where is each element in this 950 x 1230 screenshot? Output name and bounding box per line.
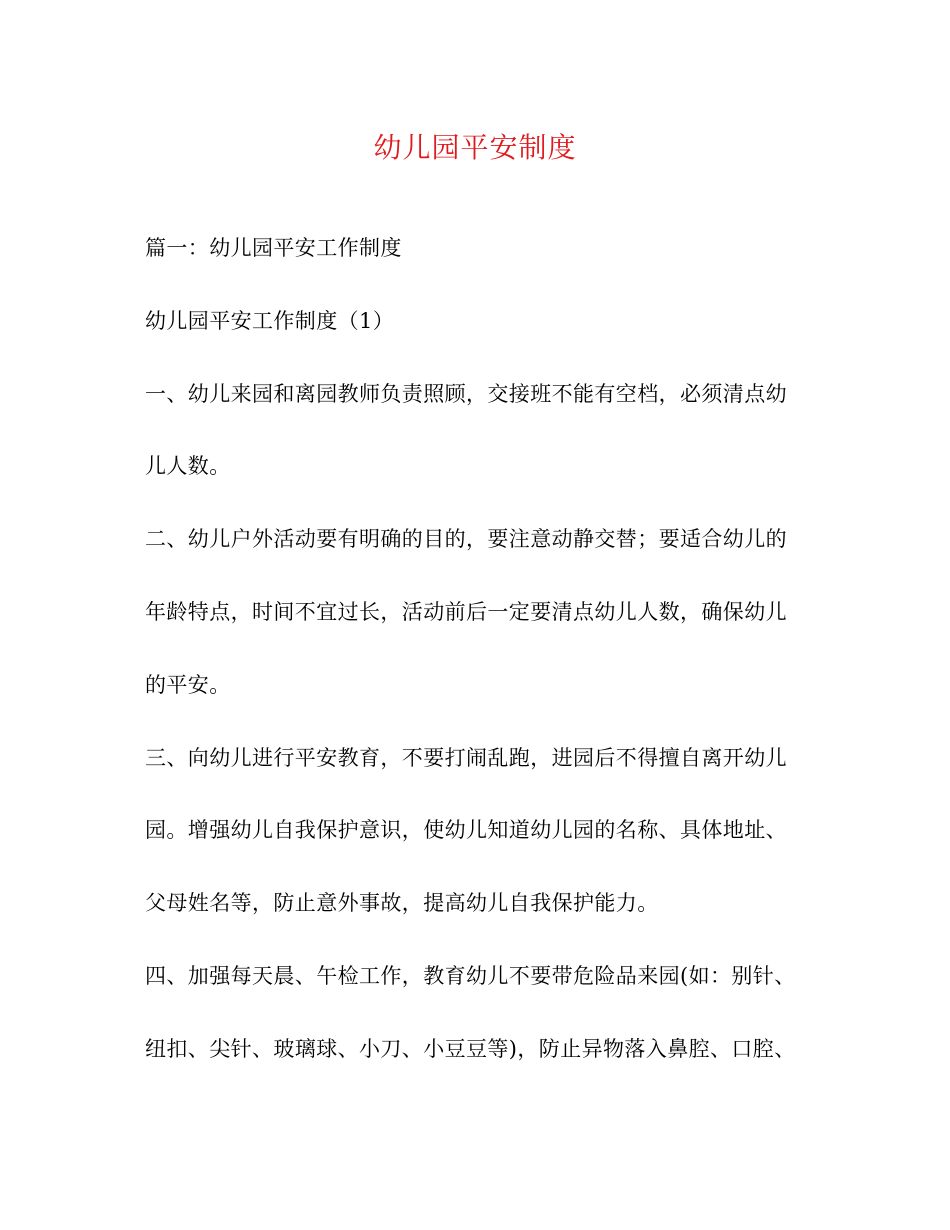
paragraph-line: 四、加强每天晨、午检工作，教育幼儿不要带危险品来园(如：别针、 [145,963,796,988]
paragraph-line: 三、向幼儿进行平安教育，不要打闹乱跑，进园后不得擅自离开幼儿 [145,745,787,770]
paragraph-line: 的平安。 [145,672,231,697]
subsection-heading: 幼儿园平安工作制度（1） [145,308,395,333]
document-title: 幼儿园平安制度 [373,131,577,164]
document-body [145,212,805,1086]
section-heading: 篇一：幼儿园平安工作制度 [145,236,402,260]
paragraph-line: 一、幼儿来园和离园教师负责照顾，交接班不能有空档，必须清点幼 [145,381,787,406]
paragraph-line: 二、幼儿户外活动要有明确的目的，要注意动静交替；要适合幼儿的 [145,527,787,552]
paragraph-line: 儿人数。 [145,454,231,479]
paragraph-line: 纽扣、尖针、玻璃球、小刀、小豆豆等)，防止异物落入鼻腔、口腔、 [145,1036,796,1061]
paragraph-line: 年龄特点，时间不宜过长，活动前后一定要清点幼儿人数，确保幼儿 [145,599,787,624]
paragraph-line: 父母姓名等，防止意外事故，提高幼儿自我保护能力。 [145,891,659,916]
paragraph-line: 园。增强幼儿自我保护意识，使幼儿知道幼儿园的名称、具体地址、 [145,818,787,843]
